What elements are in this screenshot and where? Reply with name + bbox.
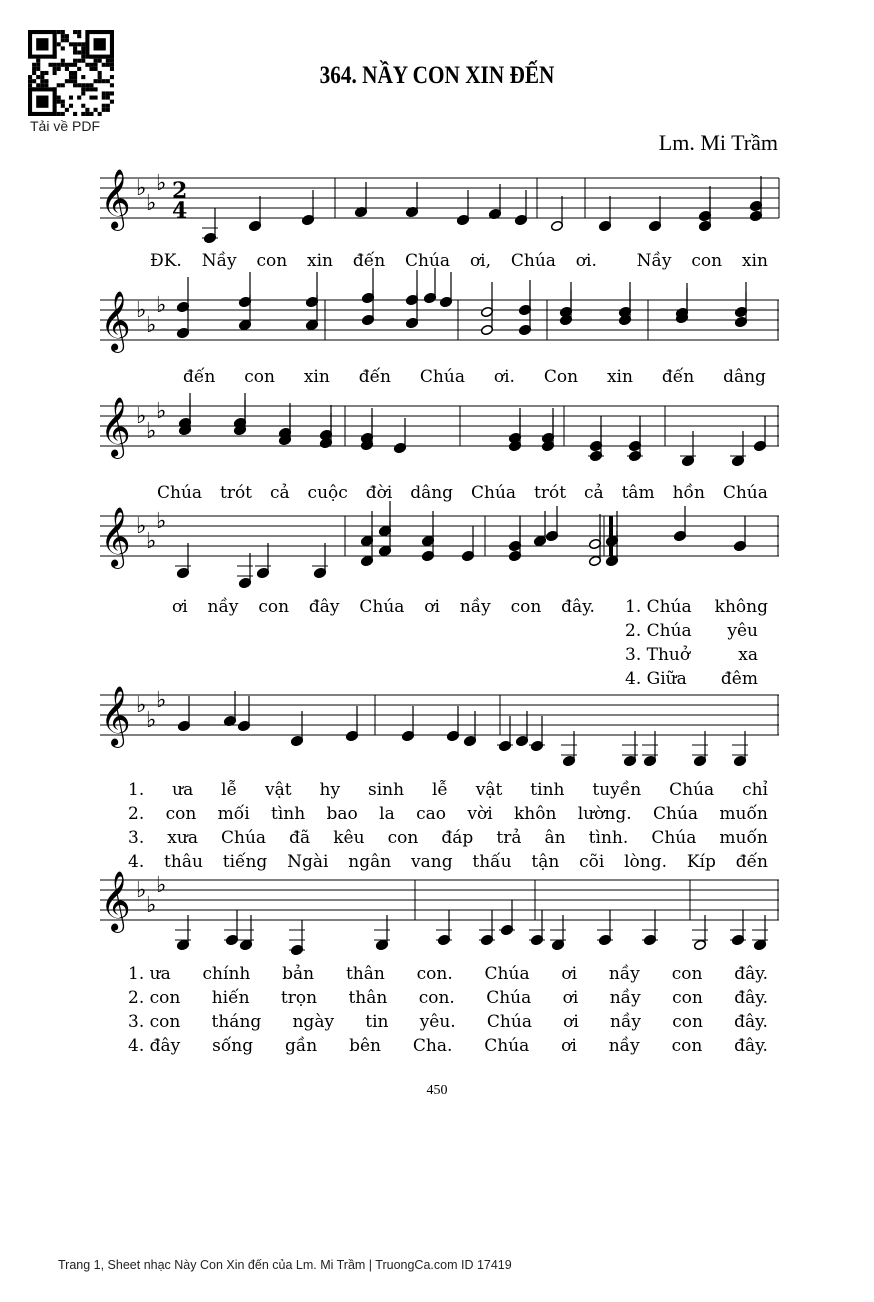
lyric-syllable: ơi [172,597,188,617]
verse-line-4 [128,851,768,873]
lyric-syllable: Ngài [287,852,329,872]
flat-icon: ♭ [146,191,157,216]
lyric-syllable: ơi. [493,367,515,387]
lyric-syllable: vang [411,852,453,872]
lyric-syllable: Chúa [486,1012,532,1032]
lyric-syllable: la [379,804,395,824]
lyric-syllable: tin [365,1012,389,1032]
lyric-syllable: tình [271,804,306,824]
lyric-syllable: ưa [172,780,194,800]
lyric-syllable: bao [326,804,358,824]
lyric-syllable: đây. [734,988,768,1008]
lyric-syllable: Cha. [412,1036,453,1056]
lyric-syllable: tháng [211,1012,262,1032]
lyric-syllable: chỉ [742,780,768,800]
flat-icon: ♭ [146,529,157,554]
treble-clef-icon: 𝄞 [100,169,131,229]
lyric-line-4 [172,596,595,618]
lyric-syllable: 1. [128,780,145,800]
lyric-syllable: Chúa [653,804,699,824]
lyric-syllable: đây. [561,597,595,617]
verse-intro-2 [625,620,758,642]
verse-intro-1 [625,596,768,618]
lyric-syllable: Nầy [201,251,237,271]
lyric-syllable: lễ [221,780,238,800]
lyric-syllable: 4. Giữa [625,669,687,689]
lyric-syllable: tiếng [222,852,268,872]
lyric-syllable: lường. [577,804,632,824]
lyric-syllable: đây [308,597,340,617]
lyric-syllable: 2. [128,804,145,824]
lyric-syllable: con [256,251,288,271]
lyric-syllable: nầy [608,964,640,984]
flat-icon: ♭ [146,313,157,338]
treble-clef-icon: 𝄞 [100,871,131,931]
lyric-syllable: ân [544,828,566,848]
lyric-syllable: đêm [720,669,758,689]
lyric-syllable: con [672,1012,703,1032]
lyric-syllable: đây. [734,1036,768,1056]
lyric-syllable: ĐK. [150,251,182,271]
verse-intro-3 [625,644,758,666]
lyric-syllable: con. [416,964,453,984]
flat-icon: ♭ [156,688,167,713]
lyric-syllable: yêu. [419,1012,456,1032]
lyric-syllable: lễ [431,780,448,800]
lyric-syllable: 3. Thuở [625,645,691,665]
treble-clef-icon: 𝄞 [100,507,131,567]
verse-intro-4 [625,668,758,690]
flat-icon: ♭ [156,171,167,196]
lyric-syllable: tuyền [592,780,642,800]
lyric-syllable: trót [534,483,567,503]
lyric-syllable: cuộc [307,483,348,503]
lyric-syllable: trọn [280,988,318,1008]
lyric-syllable: Chúa [419,367,465,387]
lyric-syllable: xa [738,645,758,665]
lyric-syllable: Chúa [486,988,532,1008]
verse-line-1 [128,779,768,801]
flat-icon: ♭ [136,514,147,539]
lyric-syllable: thân [348,988,388,1008]
flat-icon: ♭ [156,509,167,534]
lyric-syllable: dâng [723,367,766,387]
lyric-syllable: lòng. [624,852,668,872]
footer-text: Trang 1, Sheet nhạc Này Con Xin đến của Lm. Mi Trầm | TruongCa.com ID 17419 [58,1258,512,1272]
lyric-syllable: Chúa [669,780,715,800]
verse-line-2 [128,803,768,825]
lyric-syllable: khôn [514,804,557,824]
page-number: 450 [426,1083,448,1098]
time-signature-top: 2 [172,178,188,204]
verse-ending-1 [128,963,768,985]
lyric-syllable: ngân [348,852,392,872]
lyric-syllable: vời [467,804,493,824]
lyric-syllable: ngày [292,1012,335,1032]
lyric-syllable: 2. con [128,988,181,1008]
lyric-syllable: ơi [424,597,440,617]
lyric-syllable: muốn [719,804,768,824]
verse-ending-4 [128,1035,768,1057]
flat-icon: ♭ [136,878,147,903]
flat-icon: ♭ [156,293,167,318]
lyric-syllable: cao [416,804,446,824]
lyric-syllable: hy [319,780,341,800]
lyric-syllable: mối [217,804,250,824]
lyric-syllable: Chúa [484,1036,530,1056]
lyric-syllable: thâu [164,852,203,872]
lyric-syllable: xin [303,367,330,387]
flat-icon: ♭ [146,893,157,918]
lyric-syllable: ơi [562,988,579,1008]
song-title: 364. NẦY CON XIN ĐẾN [319,62,555,89]
lyric-syllable: cõi [579,852,605,872]
lyric-syllable: Chúa [471,483,517,503]
lyric-syllable: nầy [610,1012,642,1032]
treble-clef-icon: 𝄞 [100,686,131,746]
lyric-syllable: 3. [128,828,145,848]
lyric-syllable: xưa [167,828,198,848]
lyric-syllable: 1. ưa [128,964,171,984]
verse-ending-3 [128,1011,768,1033]
lyric-syllable: Chúa [359,597,405,617]
lyric-syllable: 2. Chúa [625,621,692,641]
lyric-syllable: yêu [727,621,758,641]
lyric-syllable: trót [219,483,253,503]
lyric-syllable: xin [606,367,633,387]
lyric-syllable: Chúa [157,483,203,503]
lyric-syllable: 4. đây [128,1036,181,1056]
lyric-syllable: ơi [561,1036,577,1056]
lyric-syllable: tinh [530,780,565,800]
lyric-syllable: dâng [410,483,454,503]
lyric-line-3 [157,482,768,504]
lyric-syllable: tận [531,852,560,872]
lyric-line-2 [183,366,766,388]
flat-icon: ♭ [156,399,167,424]
lyric-syllable: sống [212,1036,254,1056]
lyric-syllable: bản [282,964,315,984]
lyric-syllable: Chúa [722,483,768,503]
lyric-syllable: ơi. [575,251,597,271]
lyric-syllable: ơi [561,964,578,984]
lyric-syllable: muốn [719,828,768,848]
lyric-syllable: tâm [621,483,655,503]
lyric-syllable: kêu [333,828,365,848]
lyric-syllable: con [510,597,542,617]
lyric-syllable: 1. Chúa [625,597,692,617]
time-signature-bottom: 4 [172,198,188,224]
lyric-syllable: con [671,964,703,984]
lyric-syllable: 4. [128,852,145,872]
lyric-syllable: xin [741,251,768,271]
flat-icon: ♭ [156,873,167,898]
lyric-syllable: ơi, [469,251,492,271]
lyric-syllable: con [671,1036,703,1056]
lyric-line-1 [150,250,768,272]
lyric-syllable: đời [365,483,393,503]
treble-clef-icon: 𝄞 [100,291,131,351]
treble-clef-icon: 𝄞 [100,397,131,457]
lyric-syllable: nầy [207,597,239,617]
verse-line-3 [128,827,768,849]
lyric-syllable: đến [352,251,386,271]
lyric-syllable: Chúa [484,964,530,984]
lyric-syllable: nầy [609,988,641,1008]
lyric-syllable: con [387,828,419,848]
lyric-syllable: Chúa [405,251,451,271]
lyric-syllable: cả [583,483,604,503]
verse-ending-2 [128,987,768,1009]
composer: Lm. Mi Trầm [658,130,778,155]
flat-icon: ♭ [136,404,147,429]
lyric-syllable: Chúa [651,828,697,848]
lyric-syllable: gần [284,1036,318,1056]
lyric-syllable: con. [418,988,455,1008]
lyric-syllable: đáp [441,828,474,848]
lyric-syllable: hồn [672,483,705,503]
download-pdf-link[interactable]: Tải về PDF [30,118,101,134]
lyric-syllable: con [672,988,703,1008]
lyric-syllable: cả [269,483,290,503]
lyric-syllable: Chúa [221,828,267,848]
lyric-syllable: vật [475,780,503,800]
lyric-syllable: đây. [734,964,768,984]
lyric-syllable: chính [202,964,251,984]
flat-icon: ♭ [136,298,147,323]
lyric-syllable: trả [496,828,522,848]
lyric-syllable: con [691,251,723,271]
flat-icon: ♭ [146,419,157,444]
lyric-syllable: tình. [588,828,629,848]
lyric-syllable: con [165,804,197,824]
flat-icon: ♭ [136,693,147,718]
lyric-syllable: xin [307,251,334,271]
lyric-syllable: đến [358,367,392,387]
flat-icon: ♭ [136,176,147,201]
lyric-syllable: thấu [472,852,512,872]
lyric-syllable: hiến [211,988,250,1008]
lyric-syllable: Chúa [510,251,556,271]
lyric-syllable: nầy [608,1036,640,1056]
lyric-syllable: ơi [563,1012,579,1032]
lyric-syllable: đã [289,828,311,848]
lyric-syllable: nầy [459,597,491,617]
lyric-syllable: đến [183,367,216,387]
lyric-syllable: đến [735,852,768,872]
lyric-syllable: Nầy [636,251,672,271]
lyric-syllable: sinh [367,780,405,800]
lyric-syllable: đây. [734,1012,768,1032]
lyric-syllable: vật [265,780,292,800]
lyric-syllable: Kíp [686,852,716,872]
lyric-syllable: bên [349,1036,381,1056]
lyric-syllable: đến [661,367,695,387]
lyric-syllable: con [244,367,275,387]
lyric-syllable: 3. con [128,1012,181,1032]
flat-icon: ♭ [146,708,157,733]
lyric-syllable: con [258,597,290,617]
lyric-syllable: thân [345,964,385,984]
lyric-syllable: Con [543,367,579,387]
lyric-syllable: không [714,597,768,617]
